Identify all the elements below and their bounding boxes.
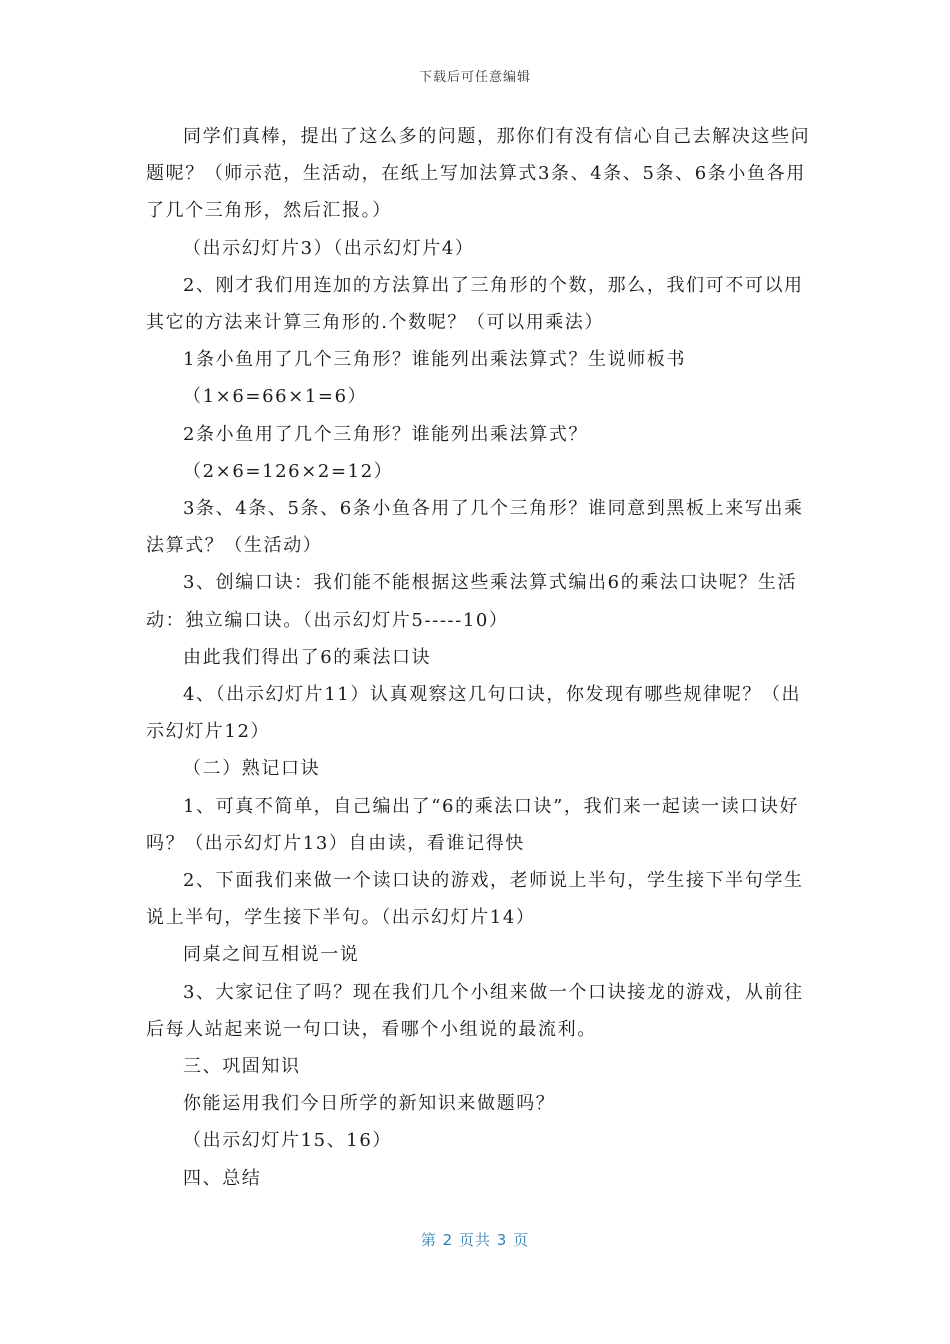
paragraph: 1条小鱼用了几个三角形？谁能列出乘法算式？生说师板书 — [183, 349, 687, 371]
paragraph: 同桌之间互相说一说 — [183, 944, 360, 966]
paragraph: （1×6=66×1=6） — [183, 386, 368, 408]
paragraph: （出示幻灯片3）（出示幻灯片4） — [183, 237, 475, 259]
paragraph: 3条、4条、5条、6条小鱼各用了几个三角形？谁同意到黑板上来写出乘法算式？（生活动） — [146, 498, 804, 557]
paragraph: 你能运用我们今日所学的新知识来做题吗？ — [183, 1093, 556, 1115]
paragraph: 2条小鱼用了几个三角形？谁能列出乘法算式？ — [183, 423, 589, 445]
paragraph: 3、大家记住了吗？现在我们几个小组来做一个口诀接龙的游戏，从前往后每人站起来说一句口诀，看哪个小组说的最流利。 — [146, 981, 804, 1040]
paragraph: （出示幻灯片15、16） — [183, 1130, 393, 1152]
paragraph: 2、下面我们来做一个读口诀的游戏，老师说上半句，学生接下半句学生说上半句，学生接下半句。（出示幻灯片14） — [146, 870, 804, 929]
paragraph: 2、刚才我们用连加的方法算出了三角形的个数，那么，我们可不可以用其它的方法来计算三角形的.个数呢？（可以用乘法） — [146, 274, 804, 334]
paragraph: 由此我们得出了6的乘法口诀 — [183, 646, 432, 668]
paragraph: 1、可真不简单，自己编出了“6的乘法口诀”，我们来一起读一读口诀好吗？（出示幻灯片13）自由读，看谁记得快 — [146, 795, 800, 854]
paragraph: （2×6=126×2=12） — [183, 460, 394, 482]
paragraph: 4、（出示幻灯片11）认真观察这几句口诀，你发现有哪些规律呢？（出示幻灯片12） — [146, 684, 802, 743]
page-number-footer: 第 2 页共 3 页 — [420, 1231, 530, 1249]
page-header: 下载后可任意编辑 — [418, 70, 531, 85]
document-body — [146, 118, 816, 1197]
section-heading: 三、巩固知识 — [183, 1056, 301, 1078]
section-heading: 四、总结 — [183, 1167, 262, 1189]
paragraph: 3、创编口诀：我们能不能根据这些乘法算式编出6的乘法口诀呢？生活动：独立编口诀。（出示幻灯片5-----10） — [146, 572, 798, 631]
paragraph: 同学们真棒，提出了这么多的问题，那你们有没有信心自己去解决这些问题呢？（师示范，生活动，在纸上写加法算式3条、4条、5条、6条小鱼各用了几个三角形，然后汇报。） — [146, 126, 811, 222]
section-heading: （二）熟记口诀 — [183, 758, 321, 780]
